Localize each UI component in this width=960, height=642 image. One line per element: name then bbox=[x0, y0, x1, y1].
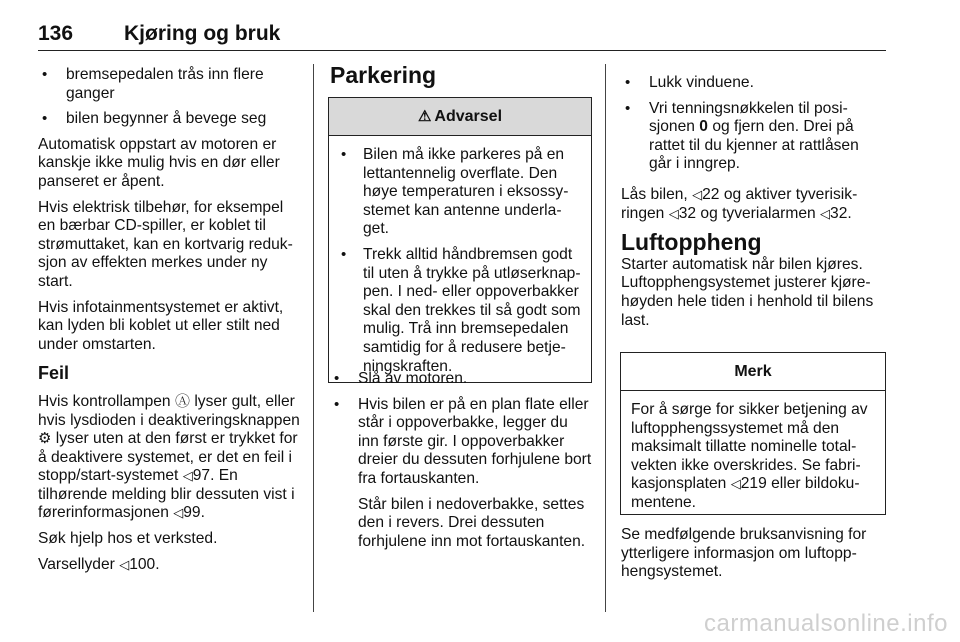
paragraph: Se medfølgende bruksanvisning for ytterligere informasjon om luftopphengsystemet. bbox=[621, 526, 867, 581]
page-ref-link[interactable]: 32 bbox=[830, 204, 848, 222]
page-number: 136 bbox=[38, 22, 74, 45]
autostop-off-icon: ⚙ bbox=[38, 430, 52, 448]
list-item: • Trekk alltid håndbremsen godt til uten å trykke på utløserknappen. I ned- eller oppoverbakker skal den trekkes til så godt som mulig. Trå inn bremsepedalen samtidig for å redusere betjeningskraften. bbox=[339, 246, 581, 376]
section-heading-parkering: Parkering bbox=[330, 62, 437, 88]
page-ref-icon: ◁ bbox=[692, 187, 703, 202]
warning-label: Advarsel bbox=[434, 108, 503, 125]
list-item: • Vri tenningsnøkkelen til posisjonen 0 og fjern den. Drei på rattet til du kjenner at rattlåsen går i inngrep. bbox=[621, 100, 885, 174]
page-ref-link[interactable]: 100 bbox=[129, 555, 156, 573]
autostop-icon: Ⓐ bbox=[174, 392, 190, 410]
section-heading-feil: Feil bbox=[38, 363, 70, 384]
section-heading-luftoppheng: Luftoppheng bbox=[621, 229, 762, 256]
page-ref-link[interactable]: 97 bbox=[192, 467, 211, 485]
page-ref-icon: ◁ bbox=[730, 476, 741, 492]
note-box bbox=[620, 352, 886, 515]
page-ref-icon: ◁ bbox=[820, 205, 831, 221]
list-subparagraph: Står bilen i nedoverbakke, settes den i revers. Drei dessuten forhjulene inn mot fortauskanten. bbox=[358, 495, 586, 550]
column-3-bottom bbox=[621, 526, 885, 589]
list-item: • bremsepedalen trås inn flere ganger bbox=[38, 66, 300, 103]
paragraph-varsel: Varsellyder ◁100. bbox=[38, 555, 160, 573]
column-2-list bbox=[330, 370, 592, 558]
page-ref-icon: ◁ bbox=[173, 505, 184, 521]
warning-header bbox=[329, 98, 591, 136]
page-ref-link[interactable]: 22 bbox=[702, 186, 720, 203]
paragraph: Søk hjelp hos et verksted. bbox=[38, 530, 218, 548]
paragraph: Hvis elektrisk tilbehør, for eksempel en bærbar CD-spiller, er koblet til strømuttaket, kan en kortvarig reduksjon av effekten merkes under ny start. bbox=[38, 198, 293, 290]
note-header: Merk bbox=[621, 353, 885, 391]
warning-icon: ⚠ bbox=[417, 108, 432, 125]
page-ref-icon: ◁ bbox=[668, 205, 679, 221]
page-header bbox=[38, 22, 886, 51]
column-divider bbox=[605, 64, 606, 612]
page-ref-link[interactable]: 219 bbox=[740, 475, 767, 493]
list-item: • bilen begynner å bevege seg bbox=[38, 110, 300, 129]
page-ref-icon: ◁ bbox=[119, 556, 130, 572]
note-text: For å sørge for sikker betjening av luftopphengssystemet må den maksimalt tillatte nominelle totalvekten ikke overskrides. Se fabrikasjonsplaten ◁219 eller bildokumentene. bbox=[631, 401, 868, 511]
list-item: • Lukk vinduene. bbox=[621, 74, 885, 93]
column-1 bbox=[38, 66, 300, 581]
list-item: • Bilen må ikke parkeres på en lettantennelig overflate. Den høye temperaturen i eksossystemet kan antenne underlaget. bbox=[339, 146, 581, 239]
column-3 bbox=[621, 74, 885, 181]
column-divider bbox=[313, 64, 314, 612]
column-3-lower bbox=[621, 186, 885, 337]
paragraph: Starter automatisk når bilen kjøres. Luftopphengsystemet justerer kjørehøyden hele tiden i henhold til bilens last. bbox=[621, 255, 874, 329]
paragraph-feil: Hvis kontrollampen Ⓐ lyser gult, eller hvis lysdioden i deaktiveringsknappen ⚙ lyser uten at den først er trykket for å deaktivere systemet, er det en feil i stopp/start-systemet ◁97. En tilhørende melding blir dessuten vist i førerinformasjonen ◁99. bbox=[38, 392, 300, 522]
chapter-title: Kjøring og bruk bbox=[124, 22, 281, 45]
paragraph-lock: Lås bilen, ◁22 og aktiver tyverisikringen ◁32 og tyverialarmen ◁32. bbox=[621, 186, 858, 222]
watermark: carmanualsonline.info bbox=[704, 610, 948, 637]
list-item: • Slå av motoren. bbox=[330, 370, 592, 389]
paragraph: Automatisk oppstart av motoren er kanskje ikke mulig hvis en dør eller panseret er åpent. bbox=[38, 135, 280, 190]
warning-box bbox=[328, 97, 592, 383]
page-ref-icon: ◁ bbox=[182, 468, 193, 484]
column-2 bbox=[330, 62, 592, 88]
list-item: • Hvis bilen er på en plan flate eller står i oppoverbakke, legger du inn første gir. I oppoverbakker dreier du dessuten forhjulene bort fra fortauskanten. bbox=[330, 396, 592, 489]
page-ref-link[interactable]: 32 bbox=[678, 204, 697, 222]
paragraph: Hvis infotainmentsystemet er aktivt, kan lyden bli koblet ut eller stilt ned under omstarten. bbox=[38, 298, 284, 353]
page-ref-link[interactable]: 99 bbox=[183, 504, 201, 522]
